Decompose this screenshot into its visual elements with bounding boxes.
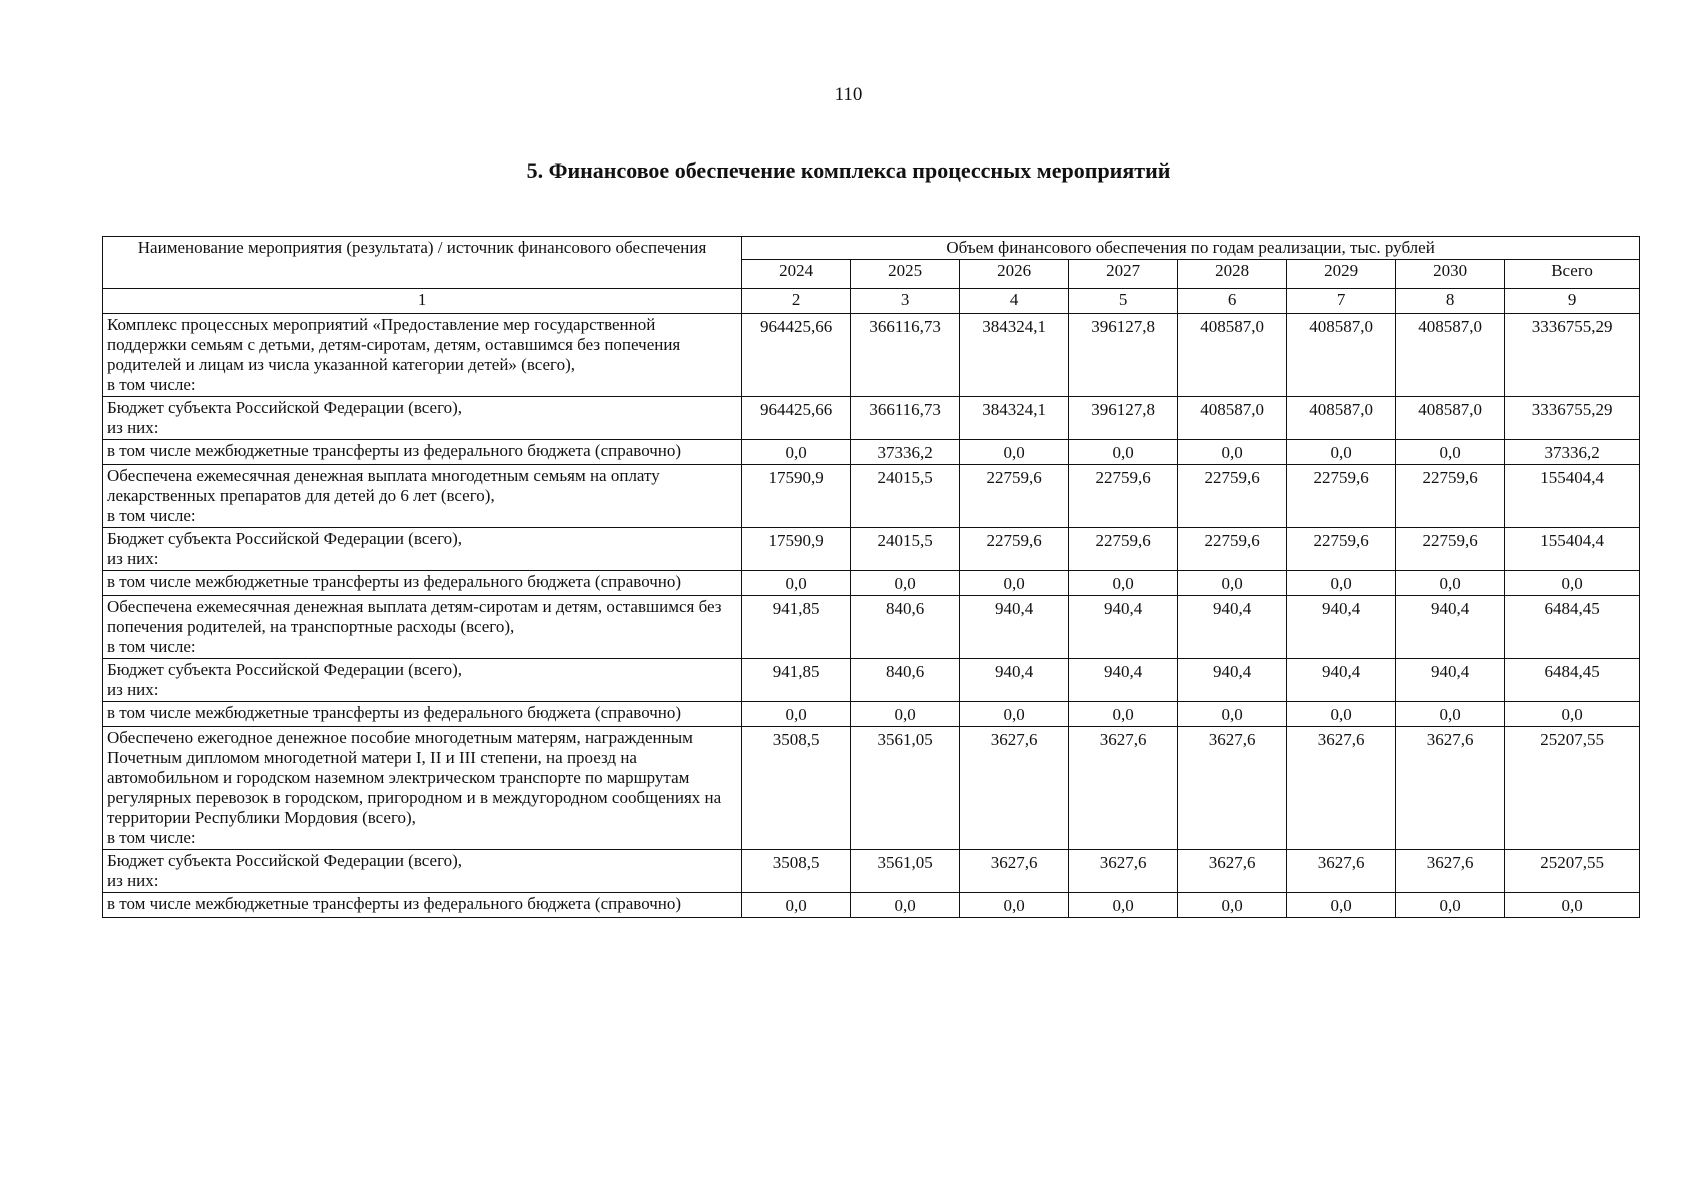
financing-table bbox=[102, 236, 1640, 918]
row-year-value: 0,0 bbox=[742, 571, 851, 596]
row-year-value: 0,0 bbox=[960, 702, 1069, 727]
row-total-value: 3336755,29 bbox=[1505, 314, 1640, 397]
table-row bbox=[103, 528, 1640, 571]
row-year-value: 408587,0 bbox=[1396, 314, 1505, 397]
row-year-value: 0,0 bbox=[1069, 702, 1178, 727]
row-year-value: 940,4 bbox=[1287, 596, 1396, 659]
row-year-value: 0,0 bbox=[1178, 702, 1287, 727]
row-year-value: 940,4 bbox=[1069, 659, 1178, 702]
row-year-value: 22759,6 bbox=[1178, 465, 1287, 528]
row-year-value: 940,4 bbox=[1287, 659, 1396, 702]
total-header: Всего bbox=[1505, 260, 1640, 289]
row-year-value: 0,0 bbox=[851, 702, 960, 727]
column-number: 8 bbox=[1396, 289, 1505, 314]
year-header: 2026 bbox=[960, 260, 1069, 289]
table-row bbox=[103, 397, 1640, 440]
row-year-value: 0,0 bbox=[742, 440, 851, 465]
row-year-value: 366116,73 bbox=[851, 397, 960, 440]
row-year-value: 0,0 bbox=[1396, 571, 1505, 596]
row-year-value: 3627,6 bbox=[1396, 850, 1505, 893]
row-year-value: 408587,0 bbox=[1287, 314, 1396, 397]
row-year-value: 0,0 bbox=[1396, 440, 1505, 465]
row-year-value: 22759,6 bbox=[1069, 528, 1178, 571]
row-year-value: 3627,6 bbox=[1178, 850, 1287, 893]
row-name: в том числе межбюджетные трансферты из федерального бюджета (справочно) bbox=[103, 702, 742, 727]
year-header: 2027 bbox=[1069, 260, 1178, 289]
table-row bbox=[103, 314, 1640, 397]
row-name: в том числе межбюджетные трансферты из федерального бюджета (справочно) bbox=[103, 440, 742, 465]
table-row bbox=[103, 465, 1640, 528]
row-year-value: 37336,2 bbox=[851, 440, 960, 465]
section-title: 5. Финансовое обеспечение комплекса процессных мероприятий bbox=[526, 158, 1171, 183]
table-row bbox=[103, 893, 1640, 918]
column-number: 2 bbox=[742, 289, 851, 314]
row-year-value: 840,6 bbox=[851, 659, 960, 702]
row-year-value: 940,4 bbox=[960, 659, 1069, 702]
row-name: Обеспечена ежемесячная денежная выплата детям-сиротам и детям, оставшимся без попечения родителей, на транспортные расходы (всего), в том числе: bbox=[103, 596, 742, 659]
row-year-value: 22759,6 bbox=[960, 528, 1069, 571]
row-year-value: 3627,6 bbox=[1069, 850, 1178, 893]
row-year-value: 3627,6 bbox=[960, 727, 1069, 850]
table-row bbox=[103, 727, 1640, 850]
row-year-value: 940,4 bbox=[1396, 659, 1505, 702]
row-total-value: 25207,55 bbox=[1505, 850, 1640, 893]
row-year-value: 0,0 bbox=[851, 893, 960, 918]
column-number: 3 bbox=[851, 289, 960, 314]
row-year-value: 940,4 bbox=[1178, 596, 1287, 659]
row-year-value: 408587,0 bbox=[1287, 397, 1396, 440]
row-year-value: 840,6 bbox=[851, 596, 960, 659]
year-header: 2025 bbox=[851, 260, 960, 289]
row-total-value: 3336755,29 bbox=[1505, 397, 1640, 440]
row-year-value: 3561,05 bbox=[851, 727, 960, 850]
row-name: Бюджет субъекта Российской Федерации (всего), из них: bbox=[103, 850, 742, 893]
row-year-value: 22759,6 bbox=[1396, 465, 1505, 528]
column-number: 6 bbox=[1178, 289, 1287, 314]
table-row bbox=[103, 850, 1640, 893]
row-year-value: 384324,1 bbox=[960, 314, 1069, 397]
row-year-value: 941,85 bbox=[742, 596, 851, 659]
row-year-value: 3627,6 bbox=[1287, 850, 1396, 893]
row-total-value: 6484,45 bbox=[1505, 596, 1640, 659]
page-number: 110 bbox=[834, 84, 863, 105]
row-year-value: 940,4 bbox=[960, 596, 1069, 659]
row-year-value: 3508,5 bbox=[742, 727, 851, 850]
row-year-value: 22759,6 bbox=[1178, 528, 1287, 571]
row-year-value: 408587,0 bbox=[1396, 397, 1505, 440]
table-row bbox=[103, 571, 1640, 596]
row-total-value: 0,0 bbox=[1505, 893, 1640, 918]
table-row bbox=[103, 702, 1640, 727]
row-year-value: 0,0 bbox=[1396, 702, 1505, 727]
row-year-value: 0,0 bbox=[1396, 893, 1505, 918]
row-year-value: 3627,6 bbox=[1069, 727, 1178, 850]
column-number: 4 bbox=[960, 289, 1069, 314]
row-year-value: 0,0 bbox=[1287, 893, 1396, 918]
row-year-value: 0,0 bbox=[1178, 440, 1287, 465]
header-row bbox=[103, 237, 1640, 260]
row-year-value: 0,0 bbox=[851, 571, 960, 596]
row-year-value: 22759,6 bbox=[960, 465, 1069, 528]
row-year-value: 0,0 bbox=[960, 571, 1069, 596]
column-number: 7 bbox=[1287, 289, 1396, 314]
row-year-value: 0,0 bbox=[1287, 440, 1396, 465]
name-column-header: Наименование мероприятия (результата) / источник финансового обеспечения bbox=[103, 237, 742, 289]
row-name: Бюджет субъекта Российской Федерации (всего), из них: bbox=[103, 659, 742, 702]
row-year-value: 22759,6 bbox=[1287, 528, 1396, 571]
row-year-value: 408587,0 bbox=[1178, 397, 1287, 440]
row-year-value: 24015,5 bbox=[851, 465, 960, 528]
row-year-value: 3627,6 bbox=[1178, 727, 1287, 850]
row-year-value: 17590,9 bbox=[742, 465, 851, 528]
row-year-value: 940,4 bbox=[1396, 596, 1505, 659]
row-year-value: 941,85 bbox=[742, 659, 851, 702]
row-year-value: 0,0 bbox=[1069, 571, 1178, 596]
row-name: Бюджет субъекта Российской Федерации (всего), из них: bbox=[103, 528, 742, 571]
row-year-value: 940,4 bbox=[1069, 596, 1178, 659]
table-body bbox=[103, 314, 1640, 918]
row-name: Обеспечено ежегодное денежное пособие многодетным матерям, награжденным Почетным дипломом многодетной матери I, II и III степени, на проезд на автомобильном и городском наземном электрическом транспорте по маршрутам регулярных перевозок в городском, пригородном и в междугородном сообщениях на территории Республики Мордовия (всего), в том числе: bbox=[103, 727, 742, 850]
row-year-value: 396127,8 bbox=[1069, 397, 1178, 440]
row-year-value: 0,0 bbox=[1069, 440, 1178, 465]
row-total-value: 155404,4 bbox=[1505, 528, 1640, 571]
row-year-value: 3508,5 bbox=[742, 850, 851, 893]
row-year-value: 0,0 bbox=[1069, 893, 1178, 918]
row-name: Комплекс процессных мероприятий «Предоставление мер государственной поддержки семьям с детьми, детям-сиротам, детям, оставшимся без попечения родителей и лицам из числа указанной категории детей» (всего), в том числе: bbox=[103, 314, 742, 397]
row-year-value: 384324,1 bbox=[960, 397, 1069, 440]
row-year-value: 3627,6 bbox=[1396, 727, 1505, 850]
row-year-value: 3627,6 bbox=[960, 850, 1069, 893]
year-header: 2028 bbox=[1178, 260, 1287, 289]
volume-column-header: Объем финансового обеспечения по годам реализации, тыс. рублей bbox=[742, 237, 1640, 260]
row-year-value: 0,0 bbox=[1178, 571, 1287, 596]
table-row bbox=[103, 659, 1640, 702]
row-year-value: 0,0 bbox=[1287, 571, 1396, 596]
column-number: 5 bbox=[1069, 289, 1178, 314]
year-header: 2030 bbox=[1396, 260, 1505, 289]
row-year-value: 0,0 bbox=[742, 893, 851, 918]
row-year-value: 0,0 bbox=[960, 440, 1069, 465]
column-number: 9 bbox=[1505, 289, 1640, 314]
row-total-value: 6484,45 bbox=[1505, 659, 1640, 702]
table-row bbox=[103, 596, 1640, 659]
row-name: в том числе межбюджетные трансферты из федерального бюджета (справочно) bbox=[103, 893, 742, 918]
column-number: 1 bbox=[103, 289, 742, 314]
row-year-value: 964425,66 bbox=[742, 314, 851, 397]
row-year-value: 964425,66 bbox=[742, 397, 851, 440]
row-year-value: 0,0 bbox=[1178, 893, 1287, 918]
row-year-value: 0,0 bbox=[742, 702, 851, 727]
row-total-value: 0,0 bbox=[1505, 702, 1640, 727]
row-total-value: 0,0 bbox=[1505, 571, 1640, 596]
row-year-value: 3561,05 bbox=[851, 850, 960, 893]
row-year-value: 366116,73 bbox=[851, 314, 960, 397]
table-row bbox=[103, 440, 1640, 465]
row-year-value: 3627,6 bbox=[1287, 727, 1396, 850]
row-year-value: 17590,9 bbox=[742, 528, 851, 571]
row-year-value: 408587,0 bbox=[1178, 314, 1287, 397]
row-name: в том числе межбюджетные трансферты из федерального бюджета (справочно) bbox=[103, 571, 742, 596]
row-name: Бюджет субъекта Российской Федерации (всего), из них: bbox=[103, 397, 742, 440]
year-header: 2024 bbox=[742, 260, 851, 289]
row-year-value: 22759,6 bbox=[1069, 465, 1178, 528]
row-total-value: 155404,4 bbox=[1505, 465, 1640, 528]
row-year-value: 22759,6 bbox=[1396, 528, 1505, 571]
row-year-value: 396127,8 bbox=[1069, 314, 1178, 397]
column-numbers-row bbox=[103, 289, 1640, 314]
row-year-value: 24015,5 bbox=[851, 528, 960, 571]
year-header: 2029 bbox=[1287, 260, 1396, 289]
row-name: Обеспечена ежемесячная денежная выплата многодетным семьям на оплату лекарственных препаратов для детей до 6 лет (всего), в том числе: bbox=[103, 465, 742, 528]
row-total-value: 37336,2 bbox=[1505, 440, 1640, 465]
row-year-value: 940,4 bbox=[1178, 659, 1287, 702]
row-total-value: 25207,55 bbox=[1505, 727, 1640, 850]
row-year-value: 0,0 bbox=[960, 893, 1069, 918]
row-year-value: 22759,6 bbox=[1287, 465, 1396, 528]
row-year-value: 0,0 bbox=[1287, 702, 1396, 727]
